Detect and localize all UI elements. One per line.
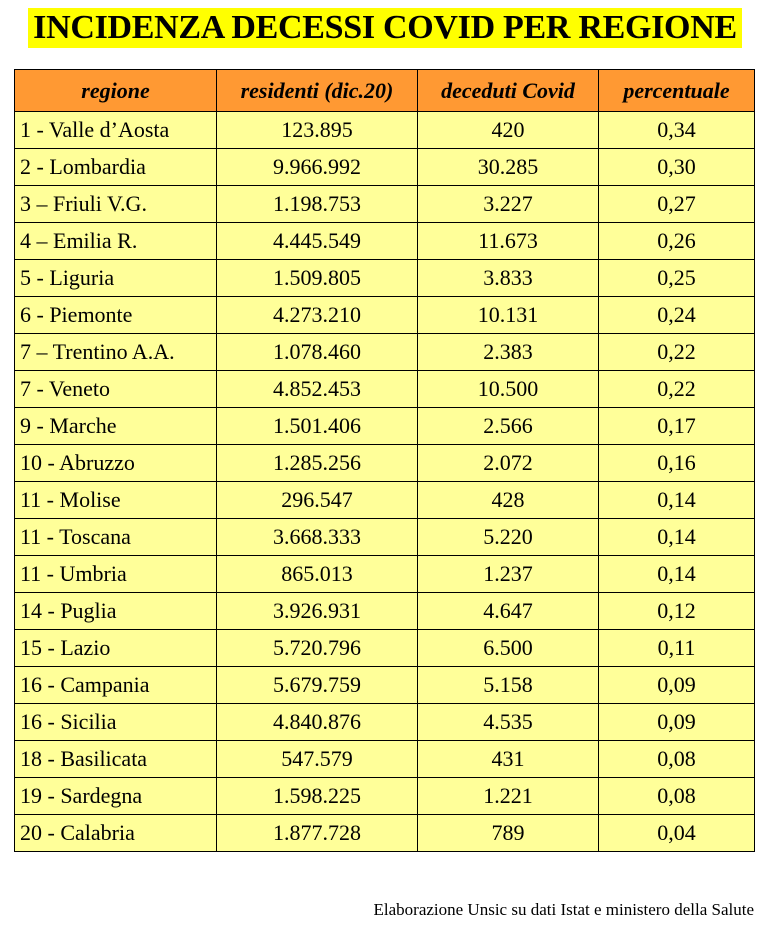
cell-residenti: 1.198.753	[217, 186, 418, 223]
cell-percentuale: 0,04	[599, 815, 755, 852]
header-regione: regione	[15, 70, 217, 112]
cell-residenti: 123.895	[217, 112, 418, 149]
cell-deceduti: 3.833	[418, 260, 599, 297]
table-row	[15, 186, 755, 223]
cell-regione: 15 - Lazio	[15, 630, 217, 667]
cell-percentuale: 0,17	[599, 408, 755, 445]
cell-percentuale: 0,34	[599, 112, 755, 149]
cell-regione: 11 - Toscana	[15, 519, 217, 556]
cell-regione: 7 - Veneto	[15, 371, 217, 408]
table-row	[15, 112, 755, 149]
cell-residenti: 9.966.992	[217, 149, 418, 186]
cell-deceduti: 420	[418, 112, 599, 149]
cell-regione: 14 - Puglia	[15, 593, 217, 630]
table-row	[15, 778, 755, 815]
cell-deceduti: 3.227	[418, 186, 599, 223]
table-row	[15, 704, 755, 741]
cell-percentuale: 0,08	[599, 741, 755, 778]
cell-regione: 6 - Piemonte	[15, 297, 217, 334]
cell-residenti: 4.840.876	[217, 704, 418, 741]
table-row	[15, 408, 755, 445]
cell-regione: 16 - Sicilia	[15, 704, 217, 741]
cell-deceduti: 10.131	[418, 297, 599, 334]
cell-percentuale: 0,12	[599, 593, 755, 630]
cell-residenti: 1.078.460	[217, 334, 418, 371]
table-row	[15, 741, 755, 778]
table-row	[15, 445, 755, 482]
cell-regione: 19 - Sardegna	[15, 778, 217, 815]
table-row	[15, 556, 755, 593]
cell-percentuale: 0,16	[599, 445, 755, 482]
cell-percentuale: 0,27	[599, 186, 755, 223]
regions-table	[14, 69, 755, 852]
cell-regione: 2 - Lombardia	[15, 149, 217, 186]
cell-percentuale: 0,11	[599, 630, 755, 667]
table-row	[15, 223, 755, 260]
cell-percentuale: 0,22	[599, 334, 755, 371]
cell-deceduti: 1.237	[418, 556, 599, 593]
cell-deceduti: 2.566	[418, 408, 599, 445]
cell-percentuale: 0,14	[599, 556, 755, 593]
table-row	[15, 667, 755, 704]
table-row	[15, 149, 755, 186]
cell-deceduti: 30.285	[418, 149, 599, 186]
cell-deceduti: 6.500	[418, 630, 599, 667]
cell-residenti: 4.852.453	[217, 371, 418, 408]
cell-deceduti: 4.647	[418, 593, 599, 630]
cell-deceduti: 5.220	[418, 519, 599, 556]
cell-regione: 7 – Trentino A.A.	[15, 334, 217, 371]
table-row	[15, 371, 755, 408]
cell-residenti: 5.679.759	[217, 667, 418, 704]
cell-residenti: 1.598.225	[217, 778, 418, 815]
cell-residenti: 4.273.210	[217, 297, 418, 334]
cell-residenti: 3.668.333	[217, 519, 418, 556]
cell-deceduti: 431	[418, 741, 599, 778]
header-percentuale: percentuale	[599, 70, 755, 112]
cell-regione: 3 – Friuli V.G.	[15, 186, 217, 223]
cell-regione: 16 - Campania	[15, 667, 217, 704]
cell-percentuale: 0,09	[599, 667, 755, 704]
cell-residenti: 865.013	[217, 556, 418, 593]
cell-regione: 11 - Molise	[15, 482, 217, 519]
table-row	[15, 593, 755, 630]
cell-deceduti: 2.072	[418, 445, 599, 482]
cell-deceduti: 428	[418, 482, 599, 519]
cell-percentuale: 0,08	[599, 778, 755, 815]
cell-percentuale: 0,26	[599, 223, 755, 260]
cell-percentuale: 0,22	[599, 371, 755, 408]
cell-deceduti: 1.221	[418, 778, 599, 815]
cell-regione: 1 - Valle d’Aosta	[15, 112, 217, 149]
cell-residenti: 296.547	[217, 482, 418, 519]
source-note: Elaborazione Unsic su dati Istat e ministero della Salute	[373, 900, 754, 919]
table-row	[15, 815, 755, 852]
header-residenti: residenti (dic.20)	[217, 70, 418, 112]
table-row	[15, 260, 755, 297]
table-row	[15, 482, 755, 519]
cell-regione: 4 – Emilia R.	[15, 223, 217, 260]
title-container	[0, 8, 770, 48]
cell-regione: 5 - Liguria	[15, 260, 217, 297]
cell-deceduti: 10.500	[418, 371, 599, 408]
table-row	[15, 334, 755, 371]
cell-residenti: 4.445.549	[217, 223, 418, 260]
cell-deceduti: 4.535	[418, 704, 599, 741]
cell-residenti: 1.509.805	[217, 260, 418, 297]
cell-residenti: 1.877.728	[217, 815, 418, 852]
cell-regione: 10 - Abruzzo	[15, 445, 217, 482]
cell-regione: 11 - Umbria	[15, 556, 217, 593]
cell-percentuale: 0,14	[599, 519, 755, 556]
cell-deceduti: 2.383	[418, 334, 599, 371]
table-header-row	[15, 70, 755, 112]
cell-percentuale: 0,24	[599, 297, 755, 334]
cell-residenti: 1.501.406	[217, 408, 418, 445]
cell-deceduti: 5.158	[418, 667, 599, 704]
cell-residenti: 1.285.256	[217, 445, 418, 482]
cell-regione: 18 - Basilicata	[15, 741, 217, 778]
cell-regione: 9 - Marche	[15, 408, 217, 445]
cell-percentuale: 0,09	[599, 704, 755, 741]
cell-regione: 20 - Calabria	[15, 815, 217, 852]
table-row	[15, 519, 755, 556]
cell-residenti: 3.926.931	[217, 593, 418, 630]
cell-deceduti: 789	[418, 815, 599, 852]
cell-percentuale: 0,14	[599, 482, 755, 519]
page-title: INCIDENZA DECESSI COVID PER REGIONE	[28, 8, 742, 48]
table-row	[15, 297, 755, 334]
cell-deceduti: 11.673	[418, 223, 599, 260]
cell-residenti: 547.579	[217, 741, 418, 778]
cell-percentuale: 0,25	[599, 260, 755, 297]
table-row	[15, 630, 755, 667]
table-body	[15, 112, 755, 852]
cell-percentuale: 0,30	[599, 149, 755, 186]
header-deceduti: deceduti Covid	[418, 70, 599, 112]
cell-residenti: 5.720.796	[217, 630, 418, 667]
